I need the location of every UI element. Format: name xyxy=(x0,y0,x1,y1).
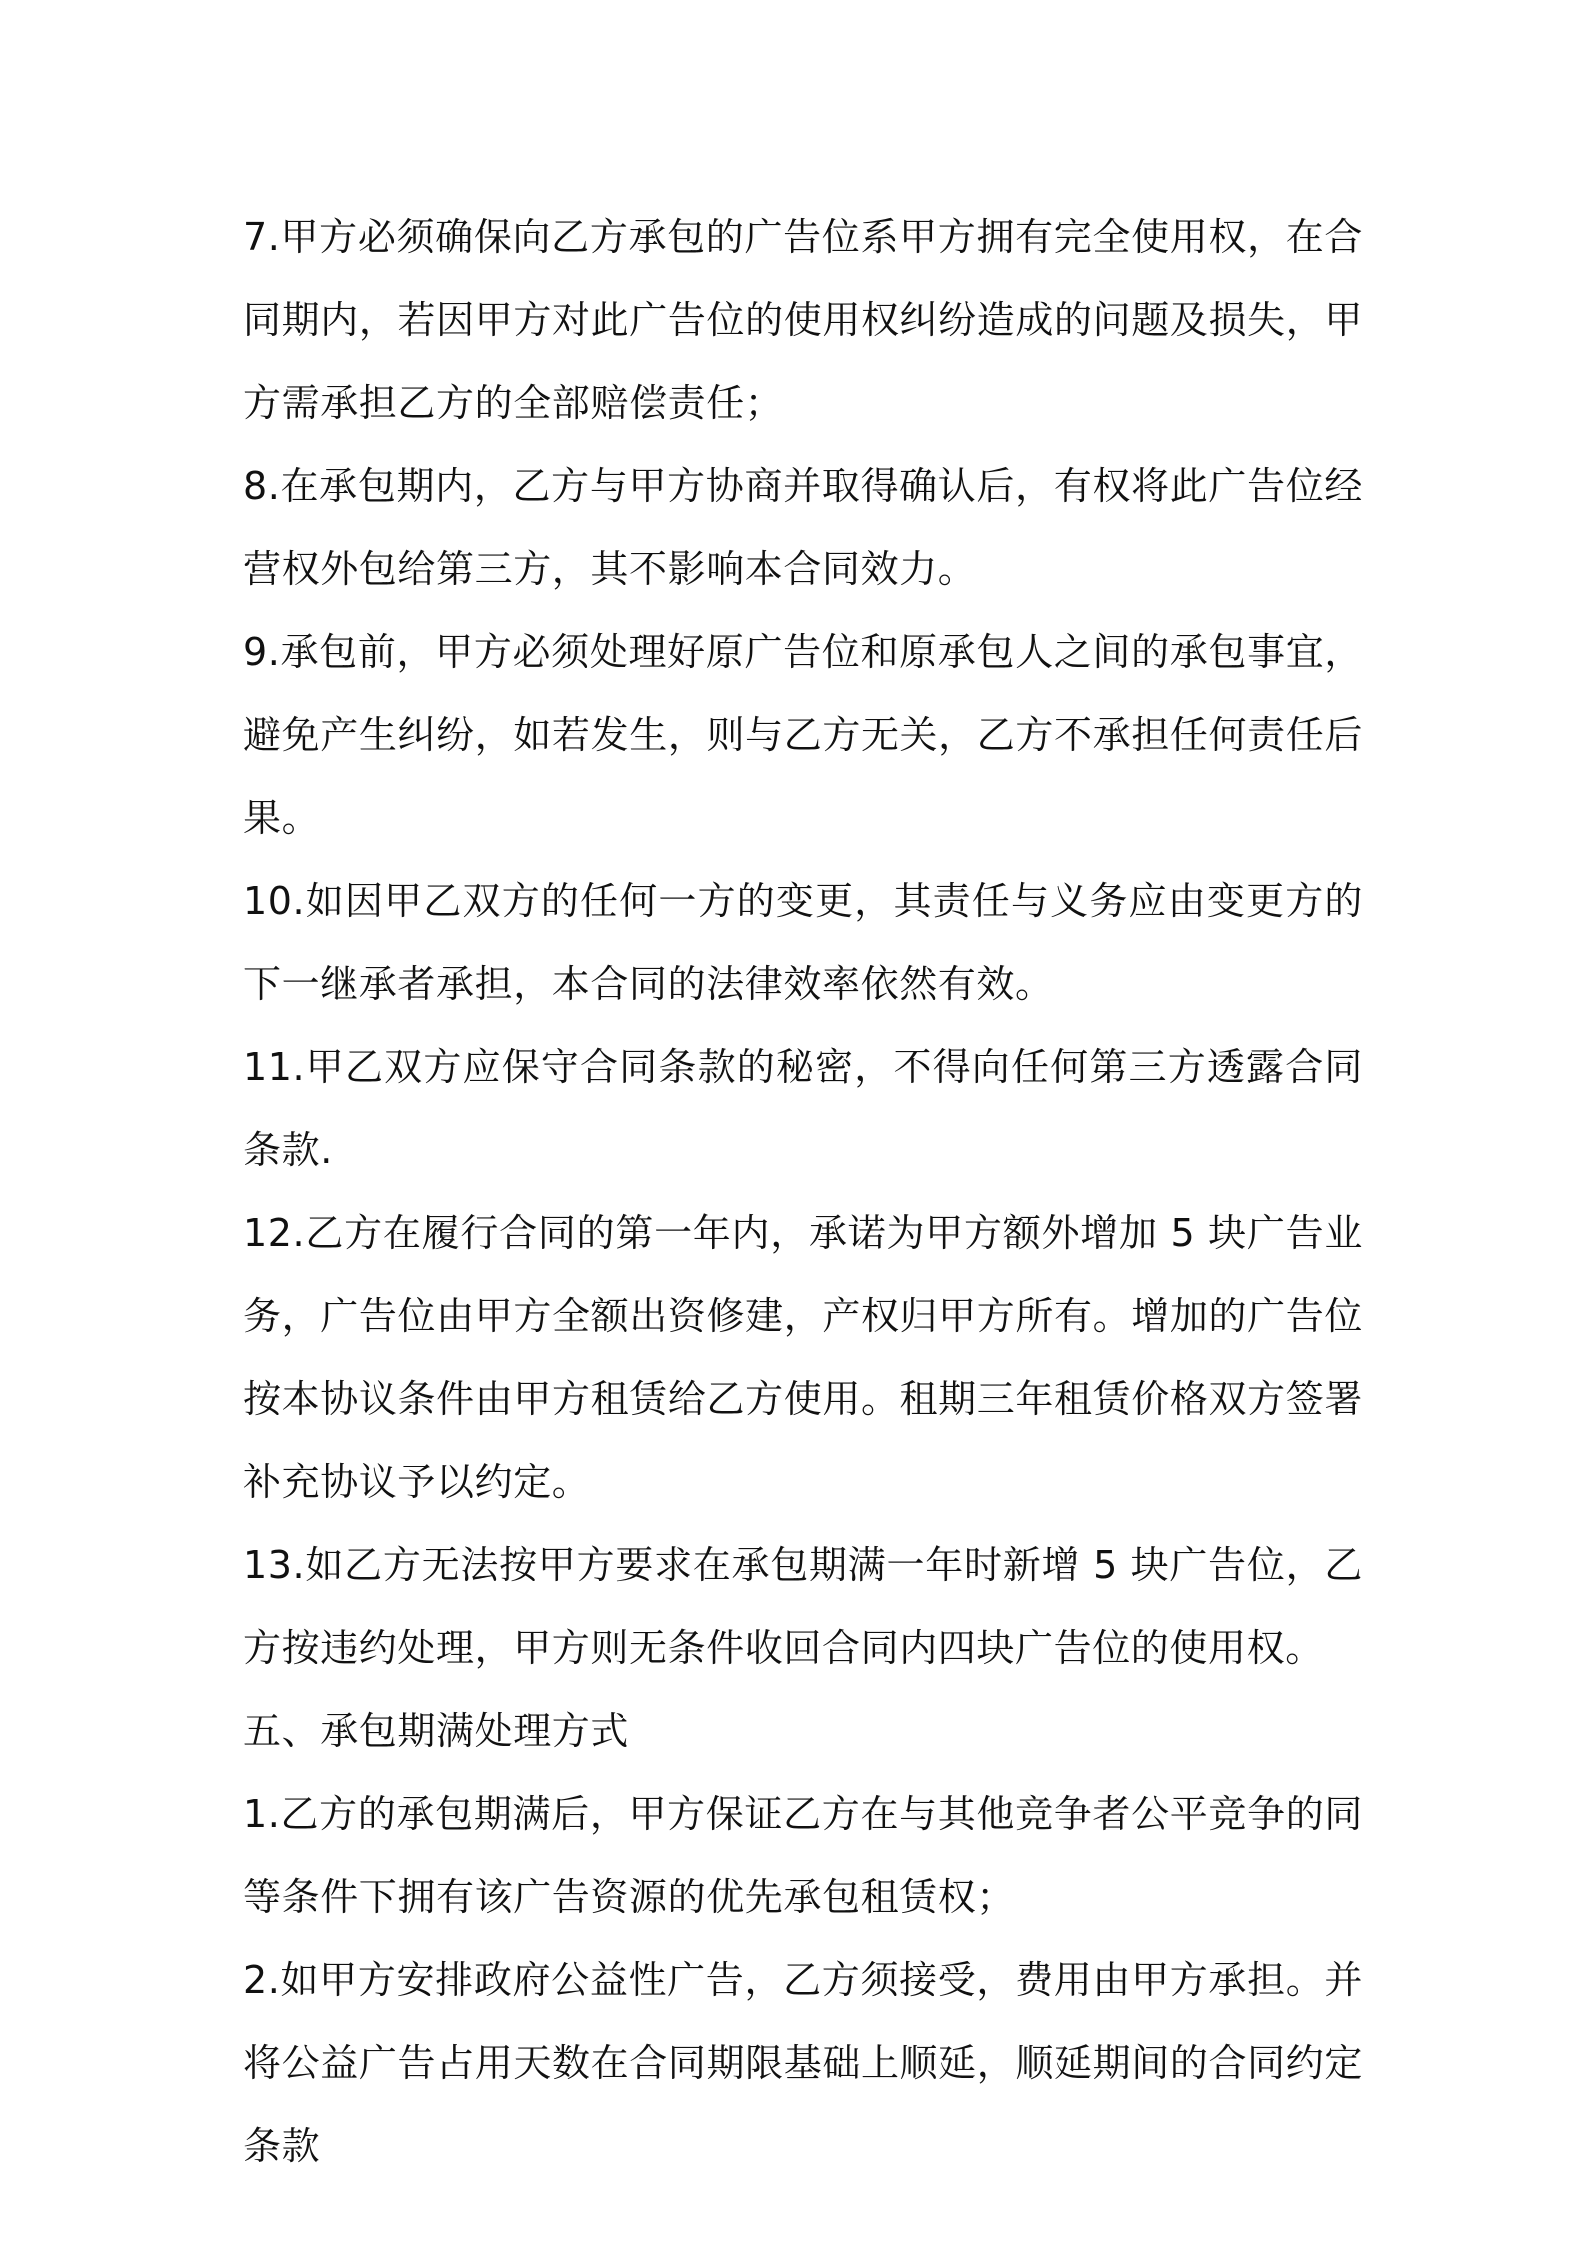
document-page xyxy=(243,196,1363,2188)
clause-12: 12.乙方在履行合同的第一年内，承诺为甲方额外增加 5 块广告业务，广告位由甲方全额出资修建，产权归甲方所有。增加的广告位按本协议条件由甲方租赁给乙方使用。租期三年租赁价格双方签署补充协议予以约定。 xyxy=(243,1211,1363,1504)
clause-9: 9.承包前，甲方必须处理好原广告位和原承包人之间的承包事宜，避免产生纠纷，如若发生，则与乙方无关，乙方不承担任何责任后果。 xyxy=(243,630,1363,840)
section-heading-5: 五、承包期满处理方式 xyxy=(243,1709,630,1753)
clause-7: 7.甲方必须确保向乙方承包的广告位系甲方拥有完全使用权，在合同期内，若因甲方对此广告位的使用权纠纷造成的问题及损失，甲方需承担乙方的全部赔偿责任； xyxy=(243,215,1363,425)
clause-10: 10.如因甲乙双方的任何一方的变更，其责任与义务应由变更方的下一继承者承担，本合同的法律效率依然有效。 xyxy=(243,879,1363,1006)
clause-8: 8.在承包期内，乙方与甲方协商并取得确认后，有权将此广告位经营权外包给第三方，其不影响本合同效力。 xyxy=(243,464,1363,591)
section-5-clause-1: 1.乙方的承包期满后，甲方保证乙方在与其他竞争者公平竞争的同等条件下拥有该广告资源的优先承包租赁权； xyxy=(243,1792,1363,1919)
clause-13: 13.如乙方无法按甲方要求在承包期满一年时新增 5 块广告位，乙方按违约处理，甲方则无条件收回合同内四块广告位的使用权。 xyxy=(243,1543,1363,1670)
clause-11: 11.甲乙双方应保守合同条款的秘密，不得向任何第三方透露合同条款. xyxy=(243,1045,1363,1172)
section-5-clause-2: 2.如甲方安排政府公益性广告，乙方须接受，费用由甲方承担。并将公益广告占用天数在合同期限基础上顺延，顺延期间的合同约定条款 xyxy=(243,1958,1363,2168)
